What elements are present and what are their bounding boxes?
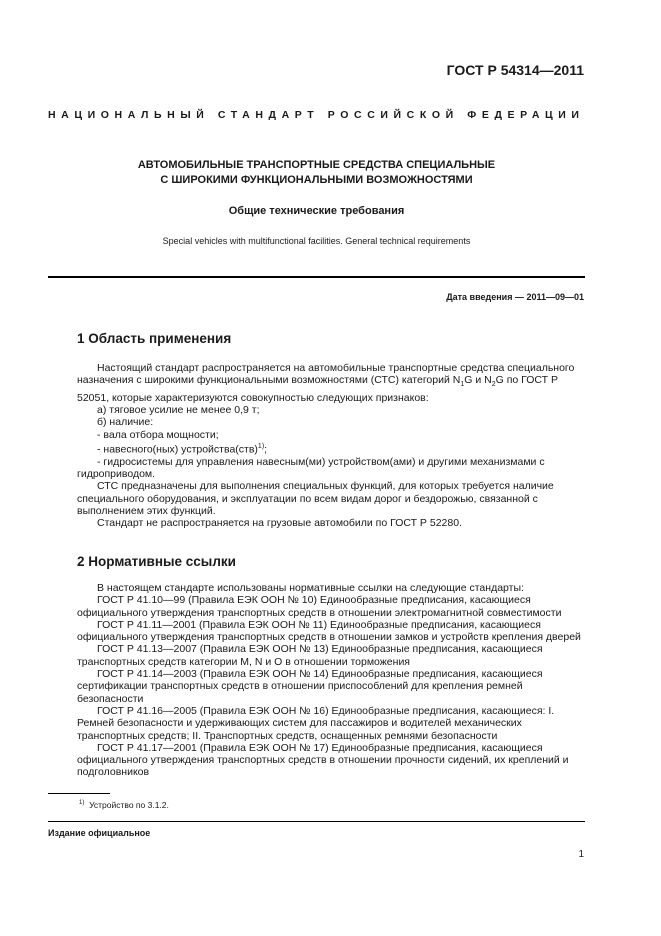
edition-label: Издание официальное xyxy=(48,828,151,838)
footnote xyxy=(79,800,169,810)
title-line-2: С ШИРОКИМИ ФУНКЦИОНАЛЬНЫМИ ВОЗМОЖНОСТЯМИ xyxy=(160,174,473,186)
introduction-date: Дата введения — 2011—09—01 xyxy=(446,292,584,302)
reference-item: ГОСТ Р 41.17—2001 (Правила ЕЭК ООН № 17) Единообразные предписания, касающиеся официального утверждения транспортных средств в отношении прочности сидений, их креплений и подголовников xyxy=(77,741,569,779)
scope-paragraph-2: СТС предназначены для выполнения специальных функций, для которых требуется наличие специального оборудования, и эксплуатации по всем видам дорог и бездорожью, связанной с выполнением этих функций. xyxy=(77,480,554,517)
list-item-b1: - вала отбора мощности; xyxy=(97,428,219,441)
footnote-ref: 1) xyxy=(257,442,265,450)
reference-item: ГОСТ Р 41.13—2007 (Правила ЕЭК ООН № 13) Единообразные предписания, касающиеся транспортных средств категории М, N и О в отношении торможения xyxy=(77,643,543,668)
document-title xyxy=(48,158,585,188)
footer-divider xyxy=(48,821,585,822)
reference-item: ГОСТ Р 41.16—2005 (Правила ЕЭК ООН № 16) Единообразные предписания, касающиеся: I. Ремней безопасности и удерживающих систем для пассажиров и водителей механических транспортных средств; II. Транспортных средств, оснащенных ремнями безопасности xyxy=(77,704,555,742)
title-line-1: АВТОМОБИЛЬНЫЕ ТРАНСПОРТНЫЕ СРЕДСТВА СПЕЦИАЛЬНЫЕ xyxy=(137,159,496,171)
reference-item: ГОСТ Р 41.14—2003 (Правила ЕЭК ООН № 14) Единообразные предписания, касающиеся сертификации транспортных средств в отношении приспособлений для крепления ремней безопасности xyxy=(77,668,543,705)
section-2-body xyxy=(77,582,585,779)
reference-item: ГОСТ Р 41.11—2001 (Правила ЕЭК ООН № 11) Единообразные предписания, касающиеся официального утверждения транспортных средств в отношении замков и устройств крепления дверей xyxy=(77,618,581,644)
title-divider xyxy=(48,276,585,278)
references-intro: В настоящем стандарте использованы нормативные ссылки на следующие стандарты: xyxy=(97,582,524,594)
national-standard-banner: НАЦИОНАЛЬНЫЙ СТАНДАРТ РОССИЙСКОЙ ФЕДЕРАЦИИ xyxy=(48,109,585,121)
scope-paragraph-1: Настоящий стандарт распространяется на автомобильные транспортные средства специального назначения с широкими функциональными возможностями (СТС) категорий $N_1G$ и $N_2G$ по ГОСТ Р 52051, которые характеризуются совокупностью следующих признаков: xyxy=(77,362,575,404)
footnote-mark: 1) xyxy=(79,800,85,807)
document-code: ГОСТ Р 54314—2011 xyxy=(446,62,584,78)
section-2-heading: 2 Нормативные ссылки xyxy=(77,554,236,569)
list-item-b2: - навесного(ных) устройства(ств)$^{1)}$; xyxy=(97,442,268,456)
section-1-heading: 1 Область применения xyxy=(77,331,232,346)
list-item-a: а) тяговое усилие не менее 0,9 т; xyxy=(97,403,260,416)
reference-item: ГОСТ Р 41.10—99 (Правила ЕЭК ООН № 10) Единообразные предписания, касающиеся официального утверждения транспортных средств в отношении электромагнитной совместимости xyxy=(77,594,562,619)
list-item-b: б) наличие: xyxy=(97,416,154,429)
footnote-text: Устройство по 3.1.2. xyxy=(89,800,169,810)
english-title: Special vehicles with multifunctional facilities. General technical requirements xyxy=(162,236,471,246)
scope-paragraph-3: Стандарт не распространяется на грузовые автомобили по ГОСТ Р 52280. xyxy=(97,517,462,530)
document-subtitle: Общие технические требования xyxy=(228,205,405,217)
page-number: 1 xyxy=(578,849,584,860)
footnote-divider xyxy=(48,793,110,794)
section-1-body xyxy=(77,362,585,529)
list-item-b3: - гидросистемы для управления навесным(ми) устройством(ами) и другими механизмами с гидроприводом. xyxy=(77,455,545,480)
